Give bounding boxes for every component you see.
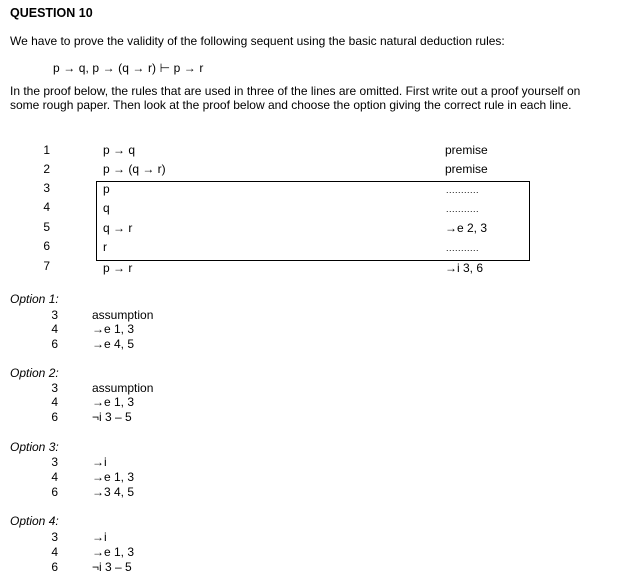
option-line-number: 6 — [51, 410, 58, 424]
option-rule: ¬i 3 – 5 — [92, 560, 132, 574]
option-line-number: 3 — [51, 381, 58, 395]
proof-formula: r — [103, 240, 107, 254]
option-line-number: 4 — [51, 395, 58, 409]
option-line-number: 3 — [51, 530, 58, 544]
option-label: Option 2: — [10, 366, 59, 380]
proof-formula: q → r — [103, 221, 133, 235]
option-line-number: 6 — [51, 485, 58, 499]
option-rule: →e 1, 3 — [92, 545, 135, 559]
sequent: p → q, p → (q → r) ⊢ p → r — [53, 61, 204, 75]
proof-line-number: 1 — [43, 143, 50, 157]
option-rule: →i — [92, 530, 107, 544]
option-rule: assumption — [92, 381, 154, 395]
option-rule: →e 1, 3 — [92, 395, 135, 409]
question-intro: We have to prove the validity of the following sequent using the basic natural deduction rules: — [10, 34, 505, 48]
proof-formula: q — [103, 201, 110, 215]
proof-line-number: 2 — [43, 162, 50, 176]
option-line-number: 4 — [51, 322, 58, 336]
option-label: Option 1: — [10, 292, 59, 306]
proof-line-number: 4 — [43, 200, 50, 214]
option-line-number: 6 — [51, 337, 58, 351]
option-line-number: 4 — [51, 470, 58, 484]
proof-rule-blank: ........... — [446, 185, 480, 195]
option-line-number: 3 — [51, 308, 58, 322]
proof-formula: p → q — [103, 143, 136, 157]
proof-formula: p → (q → r) — [103, 162, 166, 176]
option-rule: →e 1, 3 — [92, 322, 135, 336]
question-title: QUESTION 10 — [10, 6, 93, 20]
proof-formula: p → r — [103, 261, 133, 275]
proof-line-number: 7 — [43, 259, 50, 273]
proof-line-number: 3 — [43, 181, 50, 195]
proof-line-number: 5 — [43, 220, 50, 234]
proof-formula: p — [103, 182, 110, 196]
option-rule: assumption — [92, 308, 154, 322]
proof-rule: →e 2, 3 — [445, 221, 488, 235]
question-instructions: In the proof below, the rules that are used in three of the lines are omitted. First write out a proof yourself on some rough paper. Then look at the proof below and choose the option giving the correct rule in each line. — [10, 84, 581, 112]
proof-rule-blank: ........... — [446, 204, 480, 214]
proof-line-number: 6 — [43, 239, 50, 253]
option-rule: ¬i 3 – 5 — [92, 410, 132, 424]
proof-rule: premise — [445, 162, 488, 176]
option-line-number: 6 — [51, 560, 58, 574]
option-line-number: 3 — [51, 455, 58, 469]
option-rule: →i — [92, 455, 107, 469]
proof-rule-blank: ........... — [446, 243, 480, 253]
proof-rule: →i 3, 6 — [445, 261, 484, 275]
option-line-number: 4 — [51, 545, 58, 559]
option-rule: →3 4, 5 — [92, 485, 135, 499]
option-label: Option 4: — [10, 514, 59, 528]
option-rule: →e 1, 3 — [92, 470, 135, 484]
option-label: Option 3: — [10, 440, 59, 454]
option-rule: →e 4, 5 — [92, 337, 135, 351]
proof-rule: premise — [445, 143, 488, 157]
